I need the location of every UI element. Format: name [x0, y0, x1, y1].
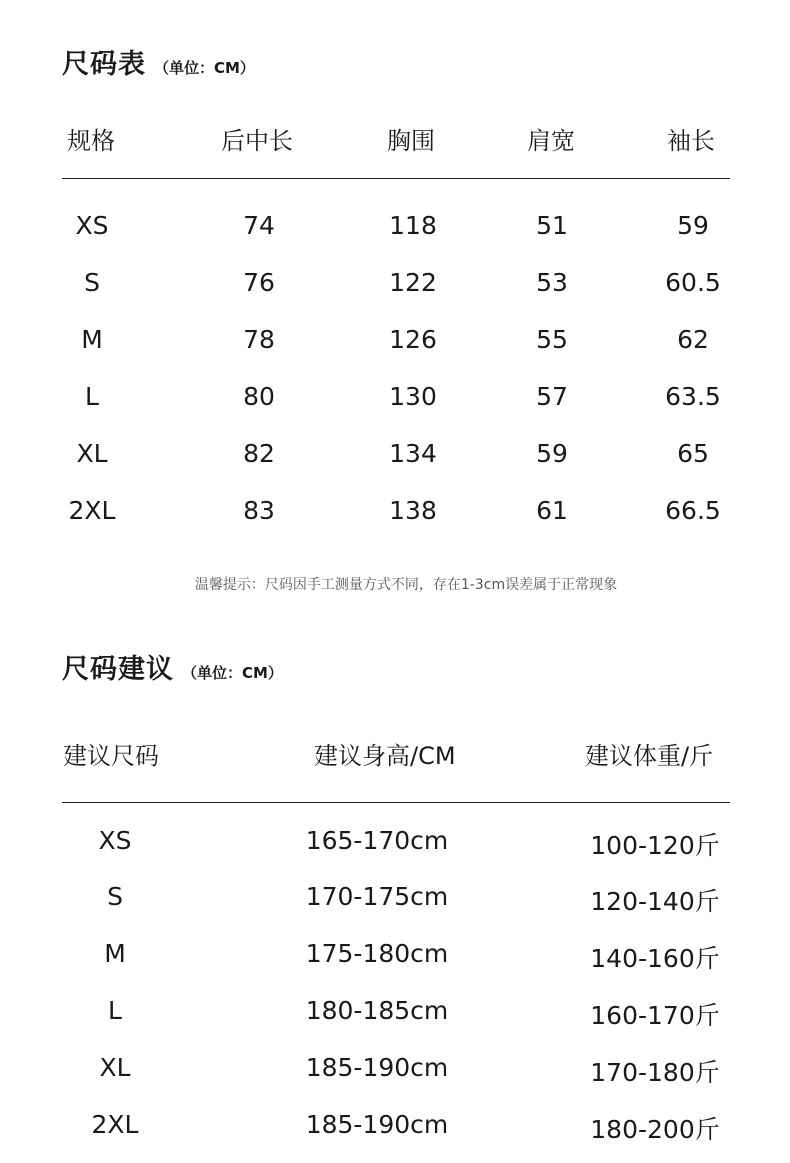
- cell-height: 180-185cm: [305, 996, 449, 1025]
- cell-shoulder: 57: [536, 382, 568, 411]
- cell-height: 185-190cm: [305, 1110, 449, 1139]
- header-recommended-height: 建议身高/CM: [314, 742, 456, 770]
- cell-size: M: [104, 939, 126, 968]
- cell-size: S: [107, 882, 123, 911]
- cell-height: 170-175cm: [305, 882, 449, 911]
- size-advice-unit: （单位：CM）: [182, 664, 283, 682]
- cell-chest: 134: [389, 439, 437, 468]
- cell-chest: 126: [389, 325, 437, 354]
- cell-shoulder: 61: [536, 496, 568, 525]
- cell-shoulder: 59: [536, 439, 568, 468]
- cell-back-length: 78: [243, 325, 275, 354]
- header-shoulder: 肩宽: [527, 127, 575, 155]
- cell-sleeve: 65: [677, 439, 709, 468]
- measurement-note: 温馨提示：尺码因手工测量方式不同，存在1-3cm误差属于正常现象: [194, 577, 618, 593]
- cell-shoulder: 53: [536, 268, 568, 297]
- cell-height: 165-170cm: [305, 826, 449, 855]
- size-advice-divider: [62, 802, 730, 803]
- size-advice-title-text: 尺码建议: [62, 654, 174, 685]
- cell-weight: 140-160斤: [590, 944, 720, 973]
- cell-sleeve: 62: [677, 325, 709, 354]
- cell-sleeve: 63.5: [665, 382, 721, 411]
- cell-sleeve: 59: [677, 211, 709, 240]
- cell-shoulder: 55: [536, 325, 568, 354]
- cell-back-length: 83: [243, 496, 275, 525]
- cell-height: 185-190cm: [305, 1053, 449, 1082]
- header-spec: 规格: [67, 127, 115, 155]
- size-advice-title: [62, 647, 283, 686]
- cell-weight: 180-200斤: [590, 1115, 720, 1144]
- header-recommended-weight: 建议体重/斤: [585, 742, 714, 770]
- cell-size: S: [84, 268, 100, 297]
- cell-size: XS: [98, 826, 132, 855]
- cell-size: XS: [75, 211, 109, 240]
- cell-shoulder: 51: [536, 211, 568, 240]
- size-chart-divider: [62, 178, 730, 179]
- size-chart-title: [62, 42, 255, 81]
- cell-back-length: 74: [243, 211, 275, 240]
- cell-size: XL: [76, 439, 108, 468]
- cell-size: 2XL: [68, 496, 116, 525]
- cell-sleeve: 60.5: [665, 268, 721, 297]
- header-back-length: 后中长: [221, 127, 293, 155]
- cell-weight: 170-180斤: [590, 1058, 720, 1087]
- cell-size: L: [85, 382, 99, 411]
- cell-back-length: 82: [243, 439, 275, 468]
- cell-chest: 122: [389, 268, 437, 297]
- header-chest: 胸围: [387, 127, 435, 155]
- cell-weight: 160-170斤: [590, 1001, 720, 1030]
- cell-height: 175-180cm: [305, 939, 449, 968]
- cell-size: M: [81, 325, 103, 354]
- cell-chest: 138: [389, 496, 437, 525]
- size-chart-unit: （单位：CM）: [154, 59, 255, 77]
- cell-size: XL: [99, 1053, 131, 1082]
- cell-size: 2XL: [91, 1110, 139, 1139]
- header-sleeve: 袖长: [667, 127, 715, 155]
- cell-size: L: [108, 996, 122, 1025]
- cell-chest: 130: [389, 382, 437, 411]
- cell-chest: 118: [389, 211, 437, 240]
- cell-back-length: 80: [243, 382, 275, 411]
- size-chart-title-text: 尺码表: [62, 49, 146, 80]
- cell-back-length: 76: [243, 268, 275, 297]
- cell-sleeve: 66.5: [665, 496, 721, 525]
- cell-weight: 100-120斤: [590, 831, 720, 860]
- cell-weight: 120-140斤: [590, 887, 720, 916]
- header-recommended-size: 建议尺码: [63, 742, 159, 770]
